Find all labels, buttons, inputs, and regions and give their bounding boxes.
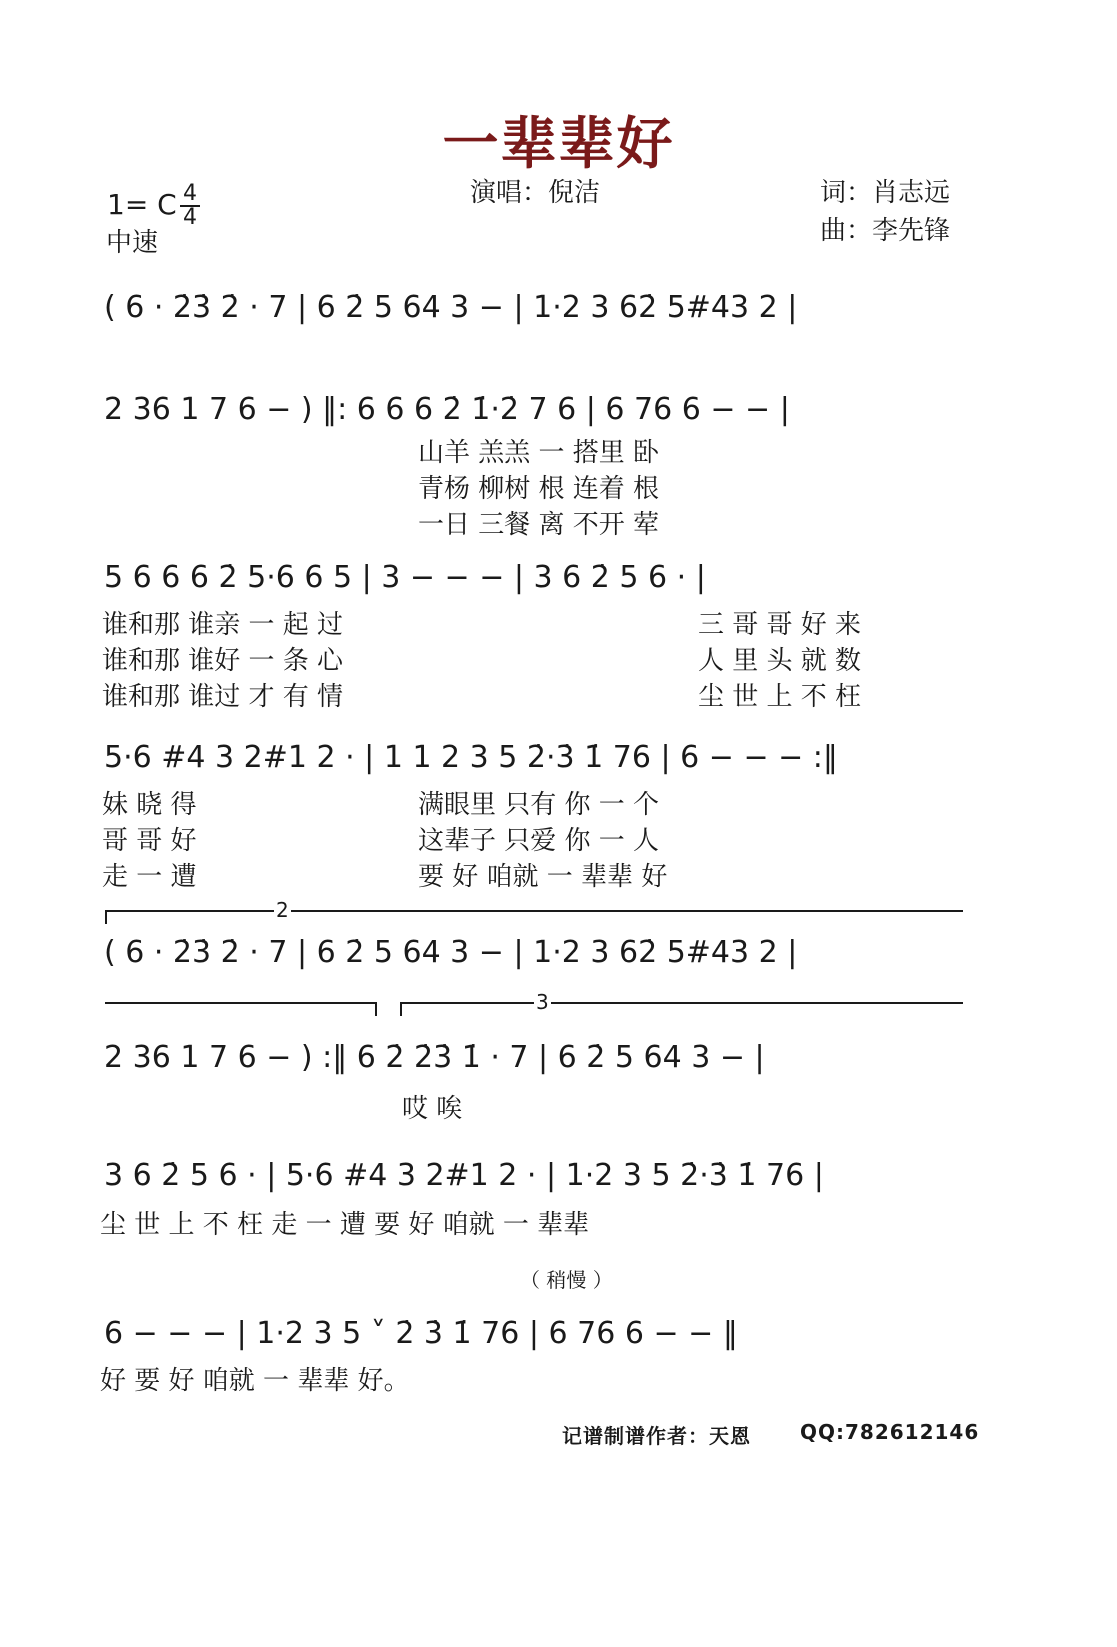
system-6-notes: 2 36 1 7 6 − ) :‖ 6 2̇ 2̇3̇ 1̇ · 7 | 6 2̇ 5 64 3 − | <box>104 1040 765 1075</box>
system-7-notes: 3 6 2̇ 5 6 · | 5·6 #4 3 2#1 2 · | 1·2 3 5 2̇·3̇ 1̇ 76 | <box>104 1158 824 1193</box>
system-8-lyrics: 好 要 好 咱就 一 辈辈 好。 <box>100 1366 410 1396</box>
key-signature: 1= C <box>107 188 177 221</box>
song-title: 一辈辈好 <box>442 112 675 177</box>
system-2-lyrics-verse-3: 一日 三餐 离 不开 荤 <box>418 510 660 540</box>
system-8-notes: 6 − − − | 1·2 3 5 ˅ 2̇ 3̇ 1̇ 76 | 6 76 6 − − ‖ <box>104 1316 738 1351</box>
system-3-lyrics-right-verse-1: 三 哥 哥 好 来 <box>698 610 862 640</box>
system-4-lyrics-verse-1: 妹 晓 得 <box>102 790 197 820</box>
system-4-notes: 5·6 #4 3 2#1 2 · | 1 1 2 3 5 2̇·3̇ 1̇ 76 | 6 − − − :‖ <box>104 740 838 775</box>
system-4-lyrics-right-verse-1: 满眼里 只有 你 一 个 <box>418 790 660 820</box>
system-1-notes: ( 6 · 2̇3̇ 2̇ · 7 | 6 2̇ 5 64 3 − | 1·2 3 62̇ 5#43 2 | <box>104 290 798 325</box>
composer-credit: 曲：李先锋 <box>820 216 951 246</box>
system-3-notes: 5 6 6 6 2̇ 5·6 6 5 | 3 − − − | 3 6 2̇ 5 6 · | <box>104 560 706 595</box>
system-3-lyrics-verse-1: 谁和那 谁亲 一 起 过 <box>102 610 344 640</box>
system-6-lyrics: 哎 唉 <box>402 1094 463 1124</box>
lyricist-credit: 词：肖志远 <box>820 178 951 208</box>
system-3-lyrics-right-verse-2: 人 里 头 就 数 <box>698 646 862 676</box>
system-3-lyrics-verse-3: 谁和那 谁过 才 有 情 <box>102 682 344 712</box>
singer-credit: 演唱：倪洁 <box>470 178 601 208</box>
time-signature <box>178 183 202 229</box>
volta-number-3: 3 <box>536 990 549 1014</box>
system-7-lyrics: 尘 世 上 不 枉 走 一 遭 要 好 咱就 一 辈辈 <box>100 1210 590 1240</box>
tempo-mark-slower: （ 稍慢 ） <box>520 1268 613 1292</box>
system-2-lyrics-verse-1: 山羊 羔羔 一 搭里 卧 <box>418 438 660 468</box>
transcriber-credit: 记谱制谱作者：天恩 <box>562 1424 751 1448</box>
system-5-notes: ( 6 · 2̇3̇ 2̇ · 7 | 6 2̇ 5 64 3 − | 1·2 3 62̇ 5#43 2 | <box>104 935 798 970</box>
qq-contact: QQ:782612146 <box>800 1420 980 1444</box>
volta-number-2: 2 <box>276 898 289 922</box>
system-2-lyrics-verse-2: 青杨 柳树 根 连着 根 <box>418 474 660 504</box>
volta-bracket-end-hook <box>375 1002 377 1016</box>
tempo-marking: 中速 <box>106 228 159 258</box>
system-2-notes: 2 36 1 7 6 − ) ‖: 6 6 6 2̇ 1̇·2̇ 7 6 | 6 76 6 − − | <box>104 392 790 427</box>
system-4-lyrics-verse-2: 哥 哥 好 <box>102 826 197 856</box>
system-4-lyrics-right-verse-2: 这辈子 只爱 你 一 人 <box>418 826 660 856</box>
volta-bracket-2-hook <box>105 910 107 924</box>
system-4-lyrics-verse-3: 走 一 遭 <box>102 862 197 892</box>
time-signature-bottom: 4 <box>183 205 197 230</box>
system-4-lyrics-right-verse-3: 要 好 咱就 一 辈辈 好 <box>418 862 668 892</box>
volta-bracket-3-hook <box>400 1002 402 1016</box>
system-3-lyrics-verse-2: 谁和那 谁好 一 条 心 <box>102 646 344 676</box>
volta-bracket-2 <box>105 910 963 912</box>
time-signature-top: 4 <box>183 181 197 206</box>
volta-bracket-end-line <box>105 1002 377 1004</box>
volta-bracket-3 <box>400 1002 963 1004</box>
system-3-lyrics-right-verse-3: 尘 世 上 不 枉 <box>698 682 862 712</box>
